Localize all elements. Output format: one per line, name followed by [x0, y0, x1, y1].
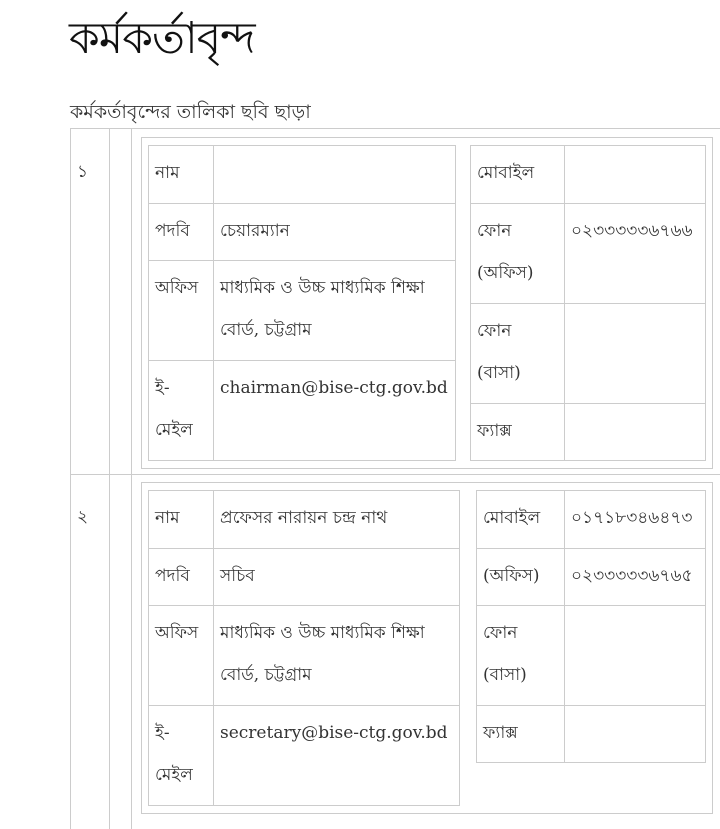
- name-label: নাম: [149, 491, 214, 549]
- officer-details-table: [148, 490, 460, 806]
- name-value: প্রফেসর নারায়ন চন্দ্র নাথ: [214, 491, 460, 549]
- office-value: মাধ্যমিক ও উচ্চ মাধ্যমিক শিক্ষা বোর্ড, চট্টগ্রাম: [214, 261, 456, 361]
- fax-label: ফ্যাক্স: [477, 706, 565, 763]
- mobile-label: মোবাইল: [471, 146, 565, 204]
- designation-label: পদবি: [149, 204, 214, 261]
- email-value: secretary@bise-ctg.gov.bd: [214, 706, 460, 806]
- office-value: মাধ্যমিক ও উচ্চ মাধ্যমিক শিক্ষা বোর্ড, চট্টগ্রাম: [214, 606, 460, 706]
- officer-number: ১: [77, 162, 89, 182]
- table-caption: কর্মকর্তাবৃন্দের তালিকা ছবি ছাড়া: [70, 101, 311, 123]
- phone-office-value: ০২৩৩৩৩৩৬৭৬৫: [565, 549, 706, 606]
- officer-contact-table: [470, 145, 706, 461]
- officer-details-table: [148, 145, 456, 461]
- row-divider: [71, 474, 720, 475]
- officer-card: [141, 137, 713, 469]
- email-label: ই-মেইল: [149, 361, 214, 461]
- phone-home-label: ফোন (বাসা): [471, 304, 565, 404]
- office-label: অফিস: [149, 606, 214, 706]
- email-value: chairman@bise-ctg.gov.bd: [214, 361, 456, 461]
- fax-value: [565, 404, 706, 461]
- mobile-label: মোবাইল: [477, 491, 565, 549]
- phone-home-label: ফোন (বাসা): [477, 606, 565, 706]
- page-title: কর্মকর্তাবৃন্দ: [69, 13, 255, 64]
- officer-card: [141, 482, 713, 814]
- phone-office-label: (অফিস): [477, 549, 565, 606]
- name-label: নাম: [149, 146, 214, 204]
- designation-value: সচিব: [214, 549, 460, 606]
- phone-office-label: ফোন (অফিস): [471, 204, 565, 304]
- mobile-value: ০১৭১৮৩৪৬৪৭৩: [565, 491, 706, 549]
- fax-value: [565, 706, 706, 763]
- designation-label: পদবি: [149, 549, 214, 606]
- phone-home-value: [565, 304, 706, 404]
- officers-table: [70, 128, 720, 829]
- email-label: ই-মেইল: [149, 706, 214, 806]
- phone-office-value: ০২৩৩৩৩৩৬৭৬৬: [565, 204, 706, 304]
- officer-number: ২: [77, 507, 89, 527]
- officer-contact-table: [476, 490, 706, 763]
- column-divider: [131, 129, 132, 829]
- designation-value: চেয়ারম্যান: [214, 204, 456, 261]
- column-divider: [109, 129, 110, 829]
- mobile-value: [565, 146, 706, 204]
- office-label: অফিস: [149, 261, 214, 361]
- fax-label: ফ্যাক্স: [471, 404, 565, 461]
- name-value: [214, 146, 456, 204]
- phone-home-value: [565, 606, 706, 706]
